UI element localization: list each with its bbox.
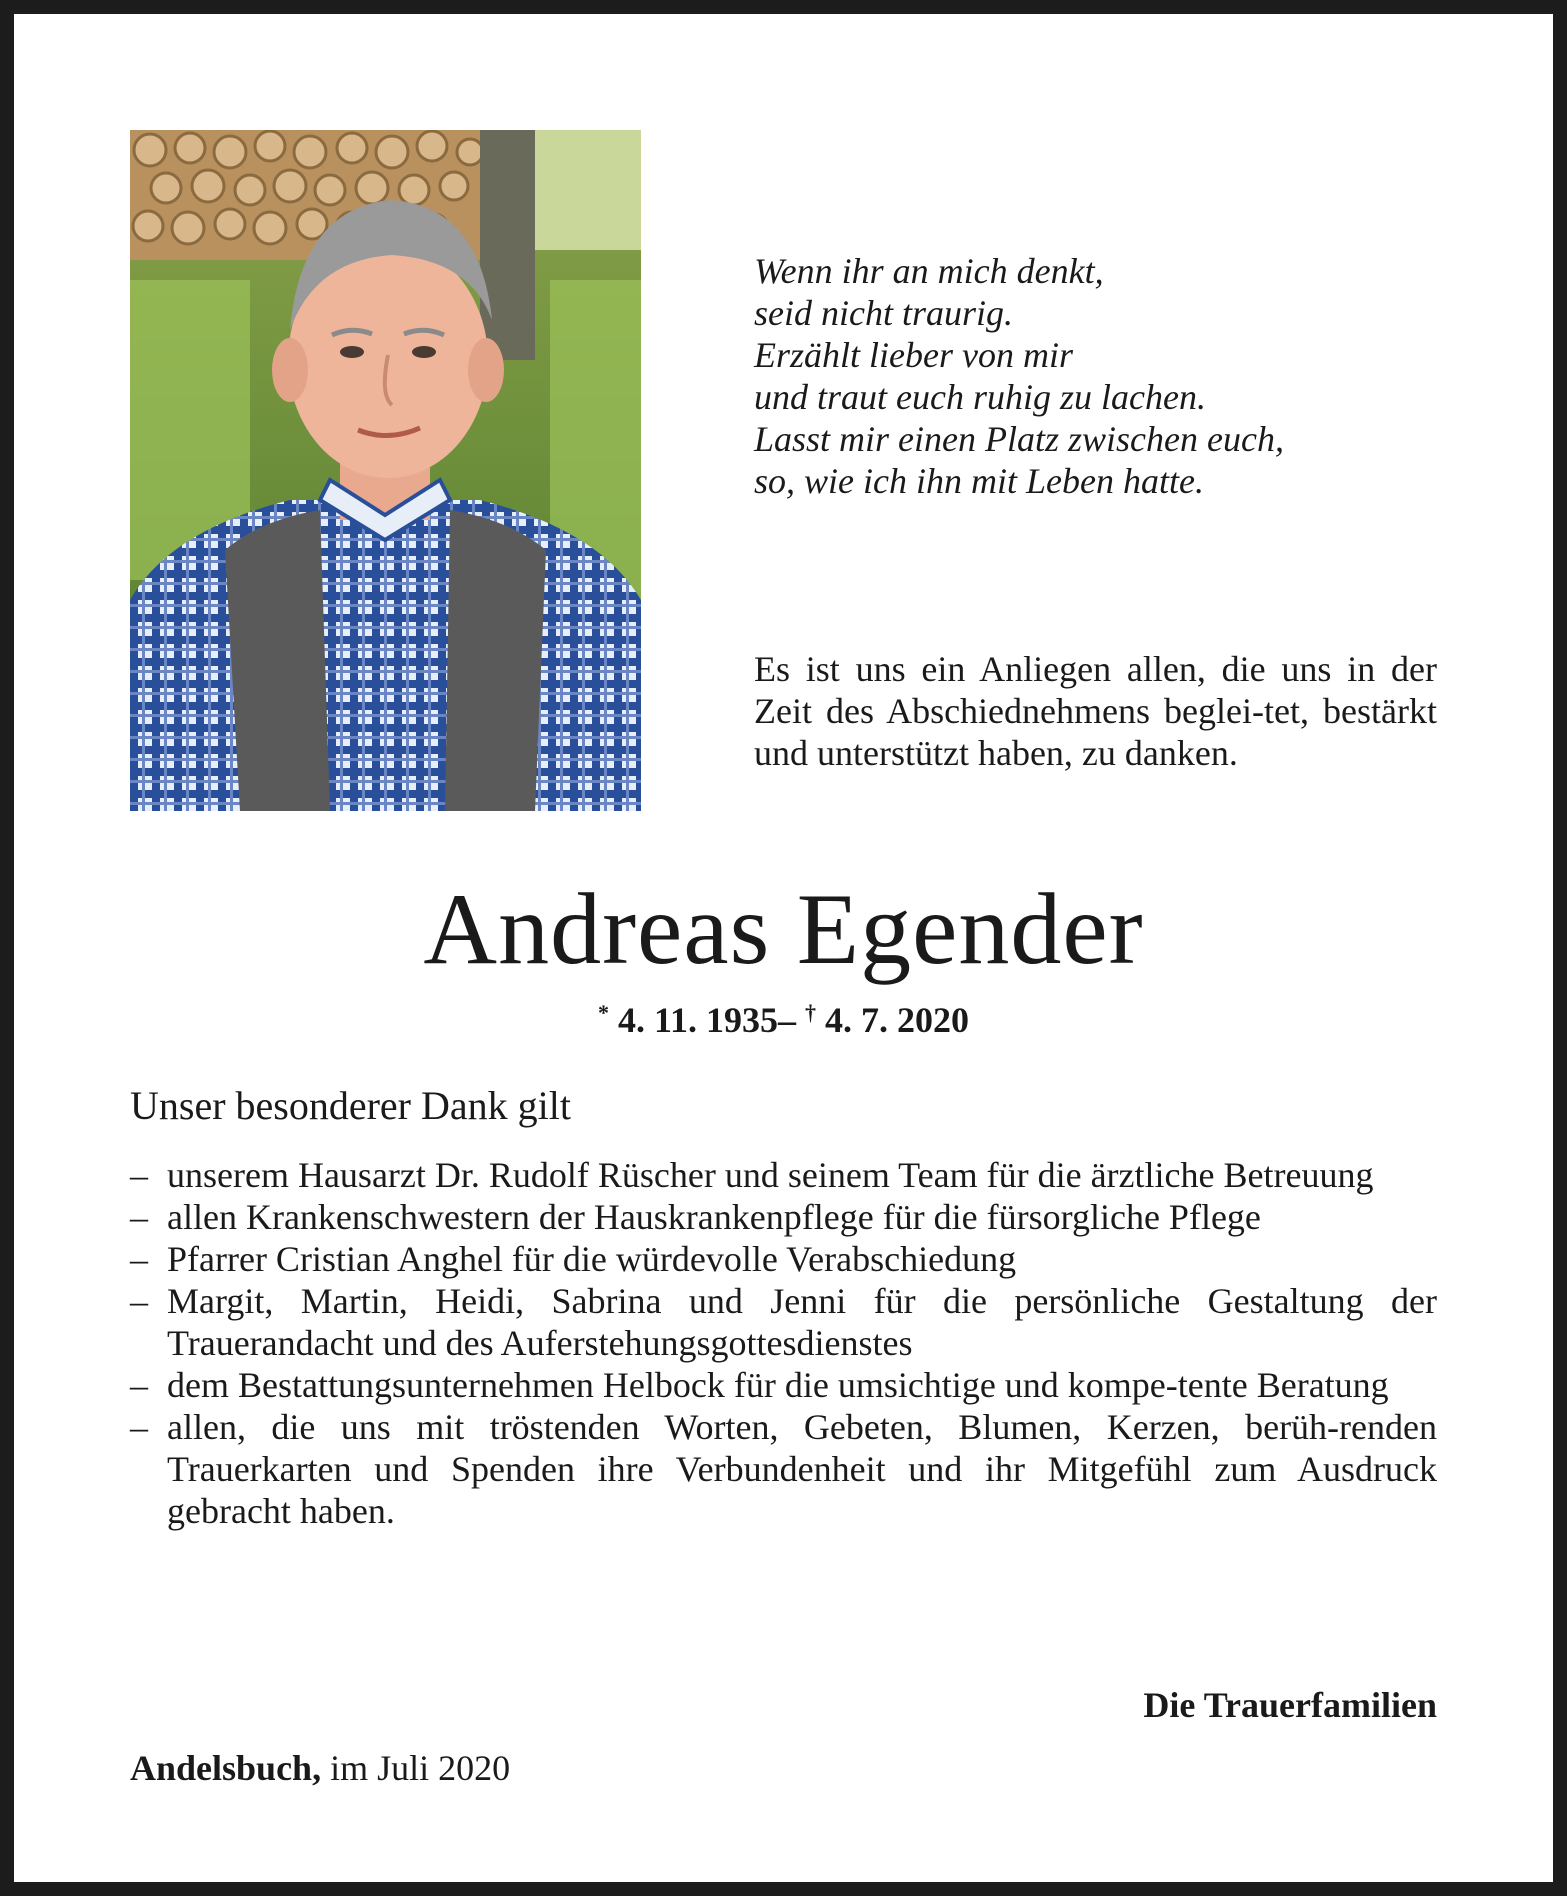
list-item-text: dem Bestattungsunternehmen Helbock für die umsichtige und kompe-tente Beratung bbox=[167, 1365, 1389, 1405]
place-name: Andelsbuch, bbox=[130, 1748, 322, 1788]
poem-line: so, wie ich ihn mit Leben hatte. bbox=[754, 461, 1204, 501]
poem-line: seid nicht traurig. bbox=[754, 293, 1013, 333]
list-dash: – bbox=[130, 1155, 148, 1195]
birth-symbol: * bbox=[597, 1000, 609, 1025]
list-item bbox=[130, 1196, 1437, 1238]
notice-date: im Juli 2020 bbox=[321, 1748, 511, 1788]
life-dates bbox=[0, 990, 1567, 1043]
poem-line: und traut euch ruhig zu lachen. bbox=[754, 377, 1206, 417]
list-item bbox=[130, 1238, 1437, 1280]
list-item-text: Margit, Martin, Heidi, Sabrina und Jenni für die persönliche Gestaltung der Trauerandacht und des Auferstehungsgottesdienstes bbox=[167, 1281, 1437, 1363]
date-separator: – bbox=[778, 1000, 796, 1040]
portrait-illustration bbox=[130, 130, 641, 811]
list-dash: – bbox=[130, 1281, 148, 1321]
poem-line: Erzählt lieber von mir bbox=[754, 335, 1073, 375]
list-dash: – bbox=[130, 1407, 148, 1447]
list-item-text: Pfarrer Cristian Anghel für die würdevolle Verabschiedung bbox=[167, 1239, 1017, 1279]
place-date bbox=[130, 1746, 510, 1790]
list-item bbox=[130, 1280, 1437, 1364]
poem-line: Wenn ihr an mich denkt, bbox=[754, 251, 1104, 291]
death-symbol: † bbox=[805, 1000, 816, 1025]
list-item-text: allen Krankenschwestern der Hauskrankenpflege für die fürsorgliche Pflege bbox=[167, 1197, 1261, 1237]
poem-line: Lasst mir einen Platz zwischen euch, bbox=[754, 419, 1284, 459]
deceased-name: Andreas Egender bbox=[423, 873, 1144, 986]
death-date: 4. 7. 2020 bbox=[825, 1000, 969, 1040]
list-item bbox=[130, 1406, 1437, 1532]
list-dash: – bbox=[130, 1197, 148, 1237]
list-dash: – bbox=[130, 1239, 148, 1279]
special-thanks-heading: Unser besonderer Dank gilt bbox=[130, 1083, 571, 1128]
signature: Die Trauerfamilien bbox=[1143, 1685, 1437, 1725]
portrait-photo bbox=[130, 130, 641, 811]
birth-date: 4. 11. 1935 bbox=[617, 1000, 778, 1040]
list-item-text: unserem Hausarzt Dr. Rudolf Rüscher und seinem Team für die ärztliche Betreuung bbox=[167, 1155, 1374, 1195]
list-item bbox=[130, 1154, 1437, 1196]
list-item bbox=[130, 1364, 1437, 1406]
list-dash: – bbox=[130, 1365, 148, 1405]
thanks-list bbox=[130, 1154, 1437, 1532]
memorial-poem bbox=[754, 250, 1454, 502]
thanks-intro-paragraph: Es ist uns ein Anliegen allen, die uns in der Zeit des Abschiednehmens beglei-tet, bestärkt und unterstützt haben, zu danken. bbox=[754, 649, 1437, 773]
list-item-text: allen, die uns mit tröstenden Worten, Gebeten, Blumen, Kerzen, berüh-renden Trauerkarten und Spenden ihre Verbundenheit und ihr Mitgefühl zum Ausdruck gebracht haben. bbox=[167, 1407, 1437, 1531]
